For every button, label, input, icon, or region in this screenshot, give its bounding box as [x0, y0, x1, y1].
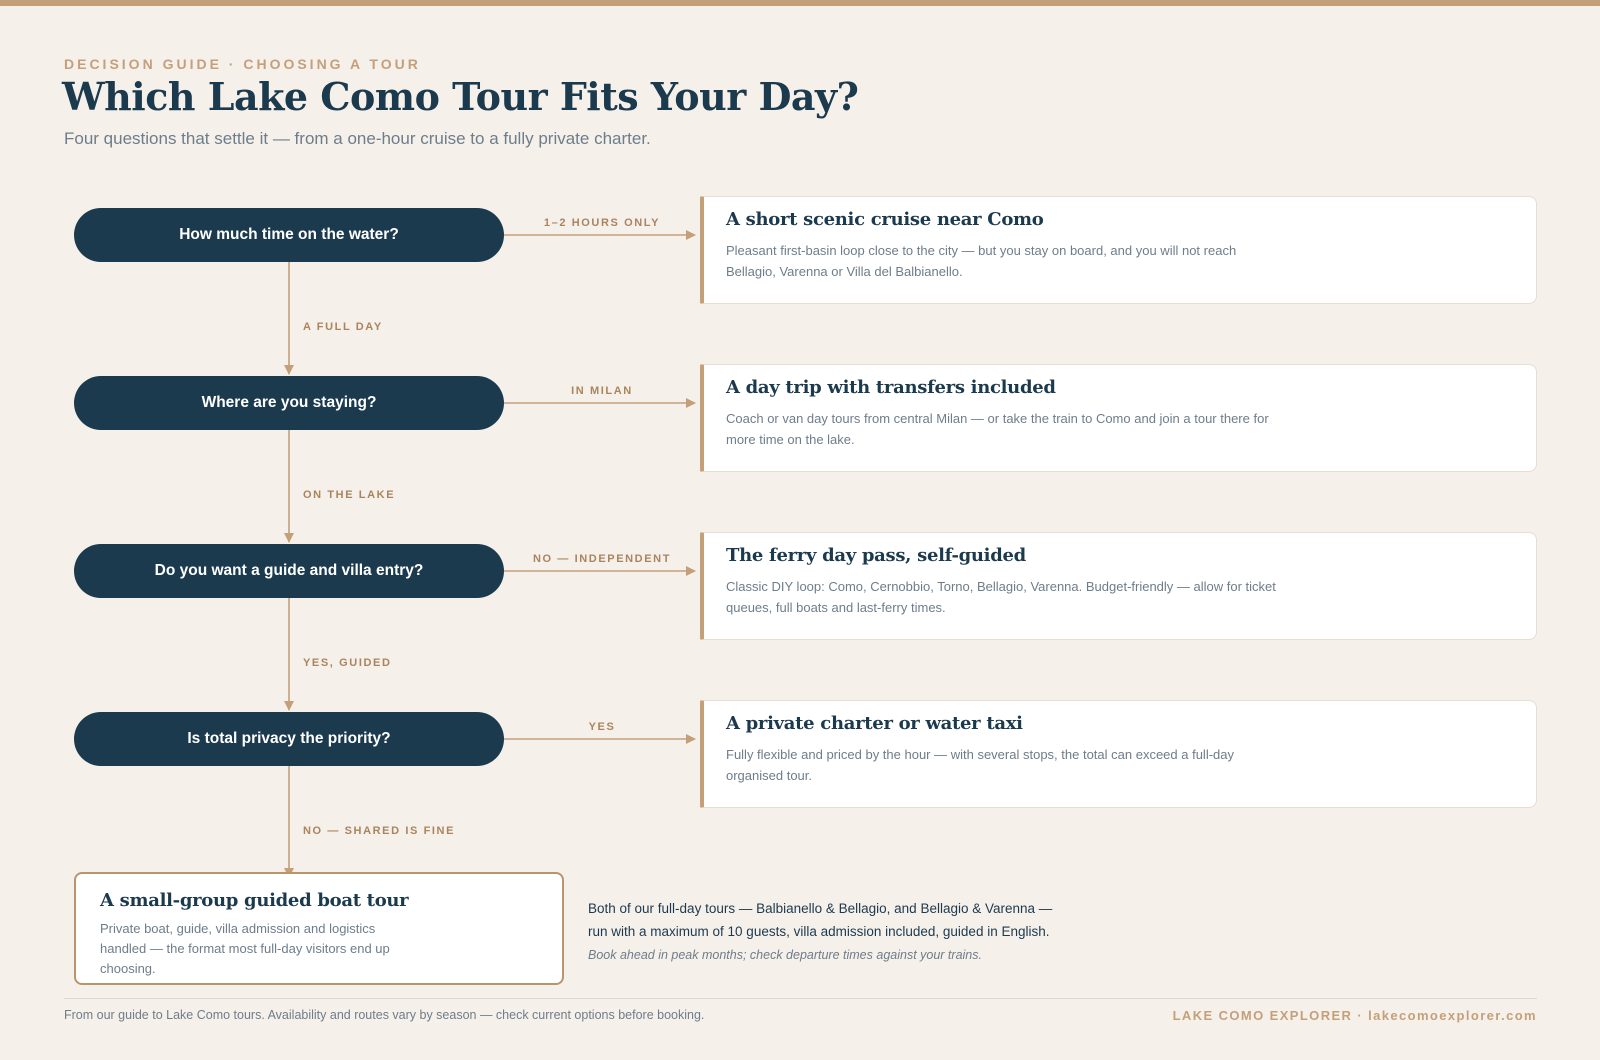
- branch-label-1: 1–2 HOURS ONLY: [543, 217, 661, 229]
- footer-disclaimer: From our guide to Lake Como tours. Availability and routes vary by season — check current options before booking.: [64, 1008, 705, 1022]
- final-outcome-description: Private boat, guide, villa admission and logistics handled — the format most full-day visitors end up choosing.: [100, 921, 390, 976]
- answer-card-short-cruise[interactable]: [700, 196, 1537, 304]
- question-node-time[interactable]: How much time on the water?: [74, 208, 504, 262]
- branch-label-4: YES: [588, 721, 616, 733]
- answer-title: A short scenic cruise near Como: [726, 209, 1044, 230]
- question-node-staying[interactable]: Where are you staying?: [74, 376, 504, 430]
- branch-label-3: NO — INDEPENDENT: [532, 553, 672, 565]
- answer-card-private-charter[interactable]: [700, 700, 1537, 808]
- answer-title: A private charter or water taxi: [726, 713, 1023, 734]
- answer-description: Classic DIY loop: Como, Cernobbio, Torno, Bellagio, Varenna. Budget-friendly — allow for ticket queues, full boats and last-ferry times.: [726, 579, 1276, 615]
- footer-brand[interactable]: LAKE COMO EXPLORER · lakecomoexplorer.com: [1172, 1008, 1537, 1023]
- answer-card-ferry-pass[interactable]: [700, 532, 1537, 640]
- branch-label-2: IN MILAN: [571, 385, 633, 397]
- page-subtitle: Four questions that settle it — from a one-hour cruise to a fully private charter.: [64, 129, 651, 148]
- answer-description: Pleasant first-basin loop close to the city — but you stay on board, and you will not reach Bellagio, Varenna or Villa del Balbianello.: [726, 243, 1237, 279]
- eyebrow-label: DECISION GUIDE · CHOOSING A TOUR: [64, 56, 421, 72]
- continue-label-1: A FULL DAY: [303, 321, 383, 333]
- page-title: Which Lake Como Tour Fits Your Day?: [62, 74, 859, 119]
- answer-description: Fully flexible and priced by the hour — with several stops, the total can exceed a full-day organised tour.: [726, 747, 1234, 783]
- final-outcome-title: A small-group guided boat tour: [100, 890, 409, 911]
- continue-label-4: NO — SHARED IS FINE: [303, 825, 456, 837]
- continue-label-2: ON THE LAKE: [303, 489, 396, 501]
- continue-label-3: YES, GUIDED: [303, 657, 392, 669]
- final-outcome-card[interactable]: [74, 872, 564, 985]
- answer-description: Coach or van day tours from central Milan — or take the train to Como and join a tour there for more time on the lake.: [726, 411, 1269, 447]
- question-node-guide[interactable]: Do you want a guide and villa entry?: [74, 544, 504, 598]
- answer-card-day-trip[interactable]: [700, 364, 1537, 472]
- answer-title: A day trip with transfers included: [726, 377, 1056, 398]
- booking-tip: Book ahead in peak months; check departure times against your trains.: [588, 948, 982, 962]
- footer-divider: [64, 998, 1537, 999]
- tour-note: Both of our full-day tours — Balbianello & Bellagio, and Bellagio & Varenna — run with a maximum of 10 guests, villa admission included, guided in English.: [588, 901, 1053, 939]
- answer-title: The ferry day pass, self-guided: [726, 545, 1026, 566]
- question-node-privacy[interactable]: Is total privacy the priority?: [74, 712, 504, 766]
